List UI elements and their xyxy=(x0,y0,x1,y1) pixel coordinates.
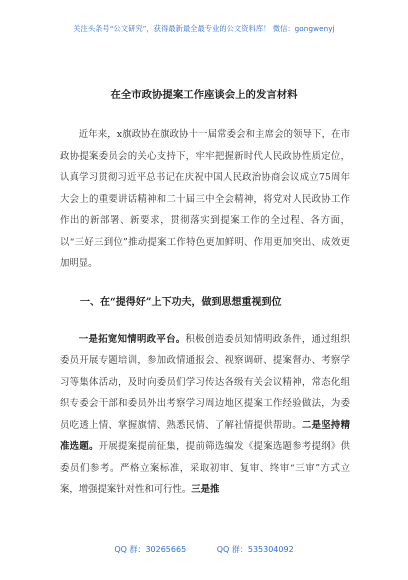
bold-lead-2: 二是坚持精准选题。 xyxy=(60,419,350,452)
section-heading-1: 一、在“提得好”上下功夫，做到思想重视到位 xyxy=(80,296,282,308)
paragraph-section-1 xyxy=(60,329,350,501)
paragraph-text-1: 积极创造委员知情明政条件，通过组织委员开展专题培训，参加政情通报会、视察调研、提案督办、考察学习等集体活动，及时向委员们学习传达各级有关会议精神，常态化组织专委会干部和委员外出考察学习周边地区提案工作经验做法，为委员吃透上情、掌握旗情、熟悉民情、了解社情提供帮助。 xyxy=(60,333,350,431)
paragraph-intro: 近年来，x旗政协在旗政协十一届常委会和主席会的领导下，在市政协提案委员会的关心支持下，牢牢把握新时代人民政协性质定位，认真学习贯彻习近平总书记在庆祝中国人民政治协商会议成立75周年大会上的重要讲话精神和二十届三中全会精神，将党对人民政协工作作出的新部署、新要求，贯彻落实到提案工作的全过程、各方面，以“三好三到位”推动提案工作特色更加鲜明、作用更加突出、成效更加明显。 xyxy=(60,129,350,269)
footer-contacts xyxy=(0,544,408,555)
footer-qq-group-2: QQ 群：535304092 xyxy=(216,545,294,554)
document-body xyxy=(60,124,350,501)
document-title: 在全市政协提案工作座谈会上的发言材料 xyxy=(110,89,298,101)
header-banner: 关注头条号“公文研究”，获得最新最全最专业的公文资料库！ 微信：gongwenyj xyxy=(73,24,335,33)
bold-lead-1: 一是拓宽知情明政平台。 xyxy=(78,333,186,345)
bold-lead-3: 三是推 xyxy=(191,484,220,495)
footer-qq-group-1: QQ 群：30265665 xyxy=(114,545,187,554)
paragraph-text-2: 开展提案提前征集，提前筛选编发《提案选题参考提纲》供委员们参考。严格立案标准，采取初审、复审、终审“三审”方式立案，增强提案针对性和可行性。 xyxy=(60,441,350,495)
